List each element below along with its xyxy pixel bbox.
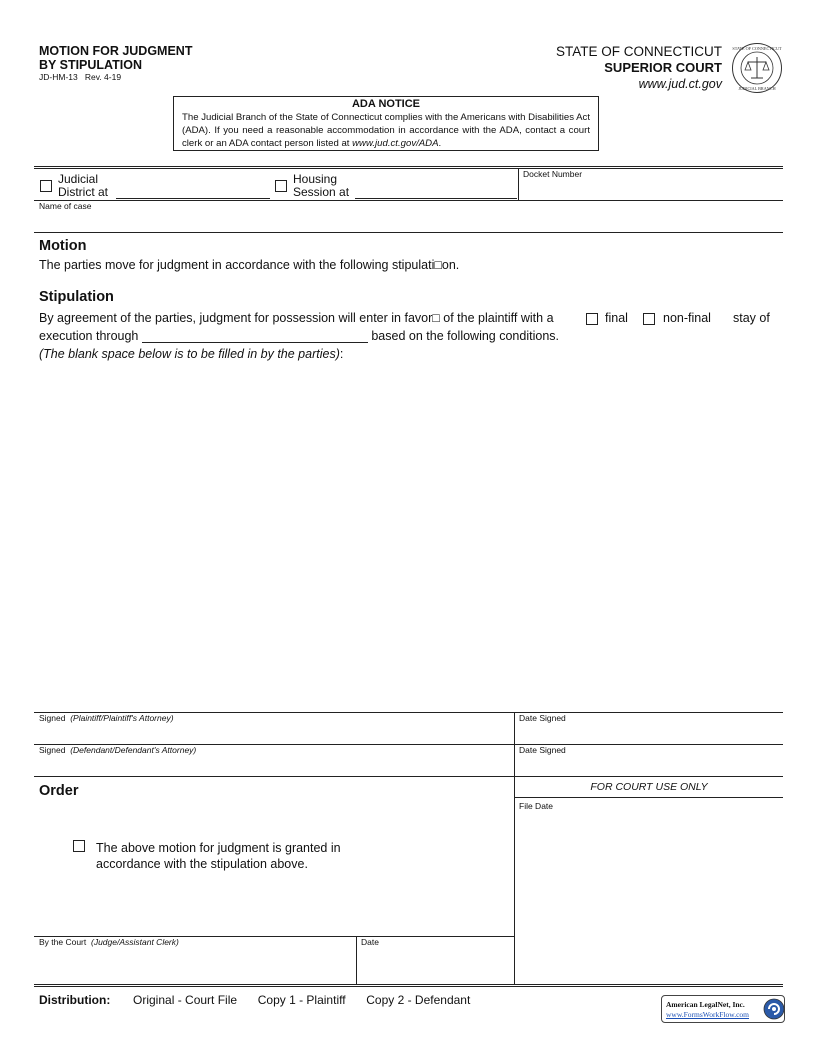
ada-link[interactable]: www.jud.ct.gov/ADA [352,138,439,149]
defendant-date-signed-label: Date Signed [519,745,566,755]
final-stay-checkbox[interactable] [586,313,598,325]
stay-of-label: stay of [733,311,770,325]
ada-notice-text: The Judicial Branch of the State of Connecticut complies with the Americans with Disabilities Act (ADA). If you need a reasonable accommodation in accordance with the ADA, contact a court clerk or an ADA contact person listed at [182,112,590,149]
defendant-role: (Defendant/Defendant's Attorney) [70,745,197,755]
seal-text-top: STATE OF CONNECTICUT [732,46,782,51]
nonfinal-label: non-final [663,311,711,325]
housing-session-label [293,173,349,199]
distribution-copy2: Copy 2 - Defendant [366,993,471,1007]
case-rule [34,200,783,201]
stipulation-heading: Stipulation [39,289,114,305]
docket-number-field[interactable] [520,180,782,199]
instruction-text: (The blank space below is to be filled in by the parties) [39,347,340,361]
defendant-signature-field[interactable] [36,755,512,775]
granted-line2: accordance with the stipulation above. [96,857,308,871]
motion-heading: Motion [39,238,87,254]
form-title [39,44,192,72]
sig-divider [514,712,515,984]
top-rule-2 [34,168,783,169]
execution-through-label: execution through [39,329,139,343]
judicial-label-line2: District at [58,185,109,199]
motion-text: The parties move for judgment in accordance with the following stipulati□on. [39,258,460,272]
by-court-role: (Judge/Assistant Clerk) [90,937,179,947]
housing-session-field[interactable] [355,198,517,199]
housing-label-line1: Housing [293,172,338,186]
distribution-original: Original - Court File [133,993,238,1007]
court-name: SUPERIOR COURT [604,60,722,75]
housing-session-checkbox[interactable] [275,180,287,192]
docket-number-label: Docket Number [523,169,583,179]
vendor-url[interactable]: www.FormsWorkFlow.com [666,1010,750,1019]
bottom-rule-1 [34,984,783,985]
vendor-badge[interactable] [661,995,785,1023]
state-seal-icon [731,42,783,94]
by-court-text: By the Court [39,937,87,947]
form-number [39,72,121,82]
court-header [556,44,722,92]
form-title-line2: BY STIPULATION [39,58,143,72]
housing-label-line2: Session at [293,185,350,199]
form-revision: Rev. 4-19 [84,72,122,82]
stipulation-instruction [39,347,343,361]
judicial-label-line1: Judicial [58,172,99,186]
docket-divider [518,168,519,200]
judicial-district-field[interactable] [116,198,270,199]
plaintiff-signed-label [39,713,174,723]
judge-signature-field[interactable] [36,948,354,982]
vendor-logo-icon [763,998,785,1020]
motion-granted-text [96,840,341,872]
distribution-label: Distribution: [39,993,111,1007]
distribution-copy1: Copy 1 - Plaintiff [257,993,346,1007]
seal-text-bottom: JUDICIAL BRANCH [738,86,776,91]
execution-date-field[interactable] [142,330,368,343]
order-rule [34,776,783,777]
defendant-date-field[interactable] [517,755,782,775]
motion-granted-checkbox[interactable] [73,840,85,852]
signed-label-1: Signed [39,713,66,723]
conditions-textarea[interactable] [39,368,779,706]
stipulation-line2 [39,329,559,343]
ada-notice-title: ADA NOTICE [351,98,421,110]
plaintiff-date-field[interactable] [517,723,782,743]
granted-line1: The above motion for judgment is granted in [96,841,341,855]
plaintiff-signature-field[interactable] [36,723,512,743]
instruction-colon: : [339,347,344,361]
top-rule [34,166,783,167]
ada-notice [173,96,599,151]
plaintiff-role: (Plaintiff/Plaintiff's Attorney) [70,713,174,723]
conditions-label: based on the following conditions. [371,329,559,343]
court-use-only-label: FOR COURT USE ONLY [590,781,708,793]
by-court-label [39,937,179,947]
distribution-line [39,993,470,1007]
form-title-line1: MOTION FOR JUDGMENT [39,44,193,58]
name-of-case-field[interactable] [36,211,782,231]
order-date-label: Date [361,937,379,947]
ada-notice-body [182,111,590,150]
ada-notice-end: . [438,138,442,149]
file-date-label: File Date [519,801,554,811]
judicial-district-checkbox[interactable] [40,180,52,192]
state-name: STATE OF CONNECTICUT [556,44,722,59]
name-of-case-label: Name of case [39,201,92,211]
court-use-rule [514,797,783,798]
signed-label-2: Signed [39,745,66,755]
court-website: www.jud.ct.gov [638,77,722,91]
order-date-field[interactable] [358,948,512,982]
case-bottom-rule [34,232,783,233]
bottom-rule-2 [34,986,783,987]
judicial-district-label [58,173,108,199]
stipulation-line1: By agreement of the parties, judgment for possession will enter in favor□ of the plaintiff with a [39,311,554,325]
by-court-divider [356,936,357,984]
vendor-name: American LegalNet, Inc. [666,1000,745,1009]
form-number-code: JD-HM-13 [39,72,78,82]
final-label: final [605,311,628,325]
plaintiff-date-signed-label: Date Signed [519,713,566,723]
order-heading: Order [39,783,79,799]
defendant-signed-label [39,745,196,755]
nonfinal-stay-checkbox[interactable] [643,313,655,325]
